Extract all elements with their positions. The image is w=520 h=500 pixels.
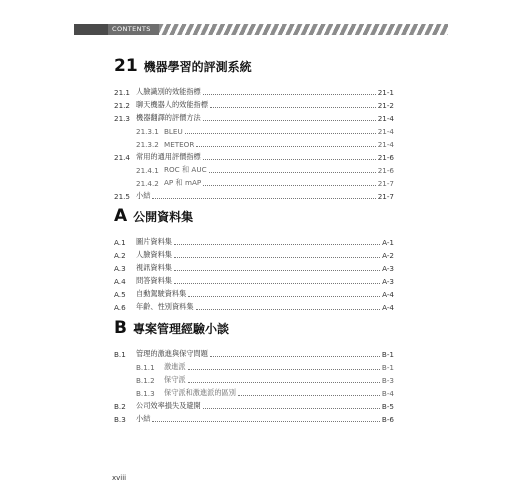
toc-entry[interactable] bbox=[114, 273, 394, 286]
toc-entry[interactable] bbox=[114, 123, 394, 136]
toc-entry-page: A-2 bbox=[382, 251, 394, 260]
dot-leader bbox=[188, 381, 380, 383]
chapter-number: A bbox=[114, 206, 128, 226]
toc-entry-title: 保守派 bbox=[164, 375, 186, 384]
dot-leader bbox=[185, 132, 376, 134]
toc-entry-title: 保守派和激進派的區別 bbox=[164, 388, 236, 397]
toc-entry[interactable] bbox=[114, 346, 394, 359]
toc-entry[interactable] bbox=[114, 188, 394, 201]
dot-leader bbox=[188, 295, 380, 297]
toc-entry[interactable] bbox=[114, 359, 394, 372]
toc-entry[interactable] bbox=[114, 260, 394, 273]
toc-entry[interactable] bbox=[114, 398, 394, 411]
dot-leader bbox=[238, 394, 380, 396]
toc-entry-page: 21-7 bbox=[377, 179, 394, 188]
dot-leader bbox=[209, 171, 376, 173]
toc-entry-page: 21-4 bbox=[377, 140, 394, 149]
dot-leader bbox=[203, 158, 376, 160]
dot-leader bbox=[152, 197, 375, 199]
toc-entry-number: 21.4 bbox=[114, 153, 131, 162]
toc-entry-number: 21.3.2 bbox=[136, 140, 159, 149]
chapter-title: 機器學習的評測系統 bbox=[143, 60, 252, 74]
toc-entry-title: 年齡、性別資料集 bbox=[136, 302, 194, 311]
header-stripe-pattern bbox=[159, 24, 448, 35]
toc-entry[interactable] bbox=[114, 234, 394, 247]
toc-entry-page: A-4 bbox=[382, 290, 394, 299]
toc-entry[interactable] bbox=[114, 372, 394, 385]
toc-entry-page: B-1 bbox=[381, 363, 394, 372]
chapter-21 bbox=[114, 56, 394, 201]
toc-entry-page: B-4 bbox=[381, 389, 394, 398]
toc-entry-page: 21-6 bbox=[377, 153, 394, 162]
toc-entries bbox=[114, 84, 394, 201]
toc-entry-title: 圖片資料集 bbox=[136, 237, 172, 246]
toc-entry-title: 自動駕駛資料集 bbox=[136, 289, 187, 298]
contents-label: CONTENTS bbox=[108, 24, 159, 35]
toc-entry-number: B.3 bbox=[114, 415, 126, 424]
toc-entry[interactable] bbox=[114, 84, 394, 97]
chapter-heading bbox=[114, 206, 394, 226]
dot-leader bbox=[152, 420, 380, 422]
toc-entry-title: 人臉資料集 bbox=[136, 250, 172, 259]
toc-entry-page: A-3 bbox=[382, 277, 394, 286]
toc-entry-title: 激進派 bbox=[164, 362, 186, 371]
toc-entry-number: A.2 bbox=[114, 251, 126, 260]
toc-entry[interactable] bbox=[114, 136, 394, 149]
toc-entry-number: B.1.2 bbox=[136, 376, 155, 385]
toc-entry-title: ROC 和 AUC bbox=[164, 165, 207, 174]
dot-leader bbox=[174, 256, 380, 258]
dot-leader bbox=[203, 119, 376, 121]
toc-entry-title: 問答資料集 bbox=[136, 276, 172, 285]
toc-entry[interactable] bbox=[114, 411, 394, 424]
toc-entry-title: 聊天機器人的效能指標 bbox=[136, 100, 208, 109]
toc-entry-number: 21.2 bbox=[114, 101, 131, 110]
toc-entry[interactable] bbox=[114, 247, 394, 260]
toc-entry[interactable] bbox=[114, 286, 394, 299]
toc-entry-title: 人臉識別的效能指標 bbox=[136, 87, 201, 96]
toc-entry[interactable] bbox=[114, 97, 394, 110]
toc-entry-number: A.4 bbox=[114, 277, 126, 286]
toc-entry-page: A-4 bbox=[382, 303, 394, 312]
toc-entry-page: 21-1 bbox=[377, 88, 394, 97]
toc-entry-title: 公司效率損失及避開 bbox=[136, 401, 201, 410]
page-number: xviii bbox=[112, 474, 127, 482]
dot-leader bbox=[174, 282, 380, 284]
toc-entry-number: A.3 bbox=[114, 264, 126, 273]
toc-entry-title: 機器翻譯的評價方法 bbox=[136, 113, 201, 122]
toc-entry-page: 21-7 bbox=[377, 192, 394, 201]
toc-entry-number: B.2 bbox=[114, 402, 126, 411]
toc-entry-page: 21-4 bbox=[377, 127, 394, 136]
toc-entry[interactable] bbox=[114, 385, 394, 398]
toc-entry-page: 21-6 bbox=[377, 166, 394, 175]
toc-entry-title: 小結 bbox=[136, 414, 151, 423]
dot-leader bbox=[174, 243, 380, 245]
toc-entries bbox=[114, 346, 394, 424]
toc-entry-title: 視訊資料集 bbox=[136, 263, 172, 272]
dot-leader bbox=[203, 184, 375, 186]
toc-entry[interactable] bbox=[114, 149, 394, 162]
toc-entry[interactable] bbox=[114, 299, 394, 312]
appendix-a bbox=[114, 206, 394, 312]
toc-entry-title: 管理的激進與保守問題 bbox=[136, 349, 208, 358]
toc-entry-page: A-1 bbox=[382, 238, 394, 247]
toc-entry-number: 21.3.1 bbox=[136, 127, 159, 136]
dot-leader bbox=[210, 106, 376, 108]
dot-leader bbox=[210, 355, 380, 357]
dot-leader bbox=[188, 368, 380, 370]
chapter-number: B bbox=[114, 318, 127, 338]
header-dark-block bbox=[74, 24, 108, 35]
toc-entry-title: METEOR bbox=[164, 140, 195, 149]
toc-entries bbox=[114, 234, 394, 312]
toc-entry-number: A.6 bbox=[114, 303, 126, 312]
toc-entry-title: BLEU bbox=[164, 127, 183, 136]
toc-entry-number: B.1.1 bbox=[136, 363, 155, 372]
toc-entry[interactable] bbox=[114, 175, 394, 188]
toc-entry-page: A-3 bbox=[382, 264, 394, 273]
dot-leader bbox=[203, 407, 380, 409]
chapter-number: 21 bbox=[114, 56, 138, 76]
toc-entry-title: 小結 bbox=[136, 191, 151, 200]
toc-entry-page: B-1 bbox=[381, 350, 394, 359]
chapter-heading bbox=[114, 56, 394, 76]
toc-entry-title: 常用的通用評價指標 bbox=[136, 152, 201, 161]
toc-entry-number: 21.5 bbox=[114, 192, 131, 201]
toc-entry[interactable] bbox=[114, 110, 394, 123]
chapter-title: 專案管理經驗小談 bbox=[132, 322, 229, 336]
toc-entry-number: B.1.3 bbox=[136, 389, 155, 398]
toc-entry-number: A.1 bbox=[114, 238, 126, 247]
toc-entry-page: B-3 bbox=[381, 376, 394, 385]
toc-entry-page: B-6 bbox=[381, 415, 394, 424]
contents-header-bar bbox=[74, 24, 448, 35]
toc-entry[interactable] bbox=[114, 162, 394, 175]
dot-leader bbox=[203, 93, 376, 95]
toc-entry-number: 21.3 bbox=[114, 114, 131, 123]
toc-entry-page: 21-4 bbox=[377, 114, 394, 123]
chapter-heading bbox=[114, 318, 394, 338]
toc-entry-title: AP 和 mAP bbox=[164, 178, 202, 187]
appendix-b bbox=[114, 318, 394, 424]
dot-leader bbox=[174, 269, 380, 271]
toc-entry-number: A.5 bbox=[114, 290, 126, 299]
toc-entry-number: B.1 bbox=[114, 350, 126, 359]
toc-entry-number: 21.4.2 bbox=[136, 179, 159, 188]
toc-entry-page: 21-2 bbox=[377, 101, 394, 110]
dot-leader bbox=[196, 308, 381, 310]
toc-entry-page: B-5 bbox=[381, 402, 394, 411]
dot-leader bbox=[196, 145, 375, 147]
toc-entry-number: 21.4.1 bbox=[136, 166, 159, 175]
chapter-title: 公開資料集 bbox=[133, 210, 194, 224]
toc-entry-number: 21.1 bbox=[114, 88, 131, 97]
